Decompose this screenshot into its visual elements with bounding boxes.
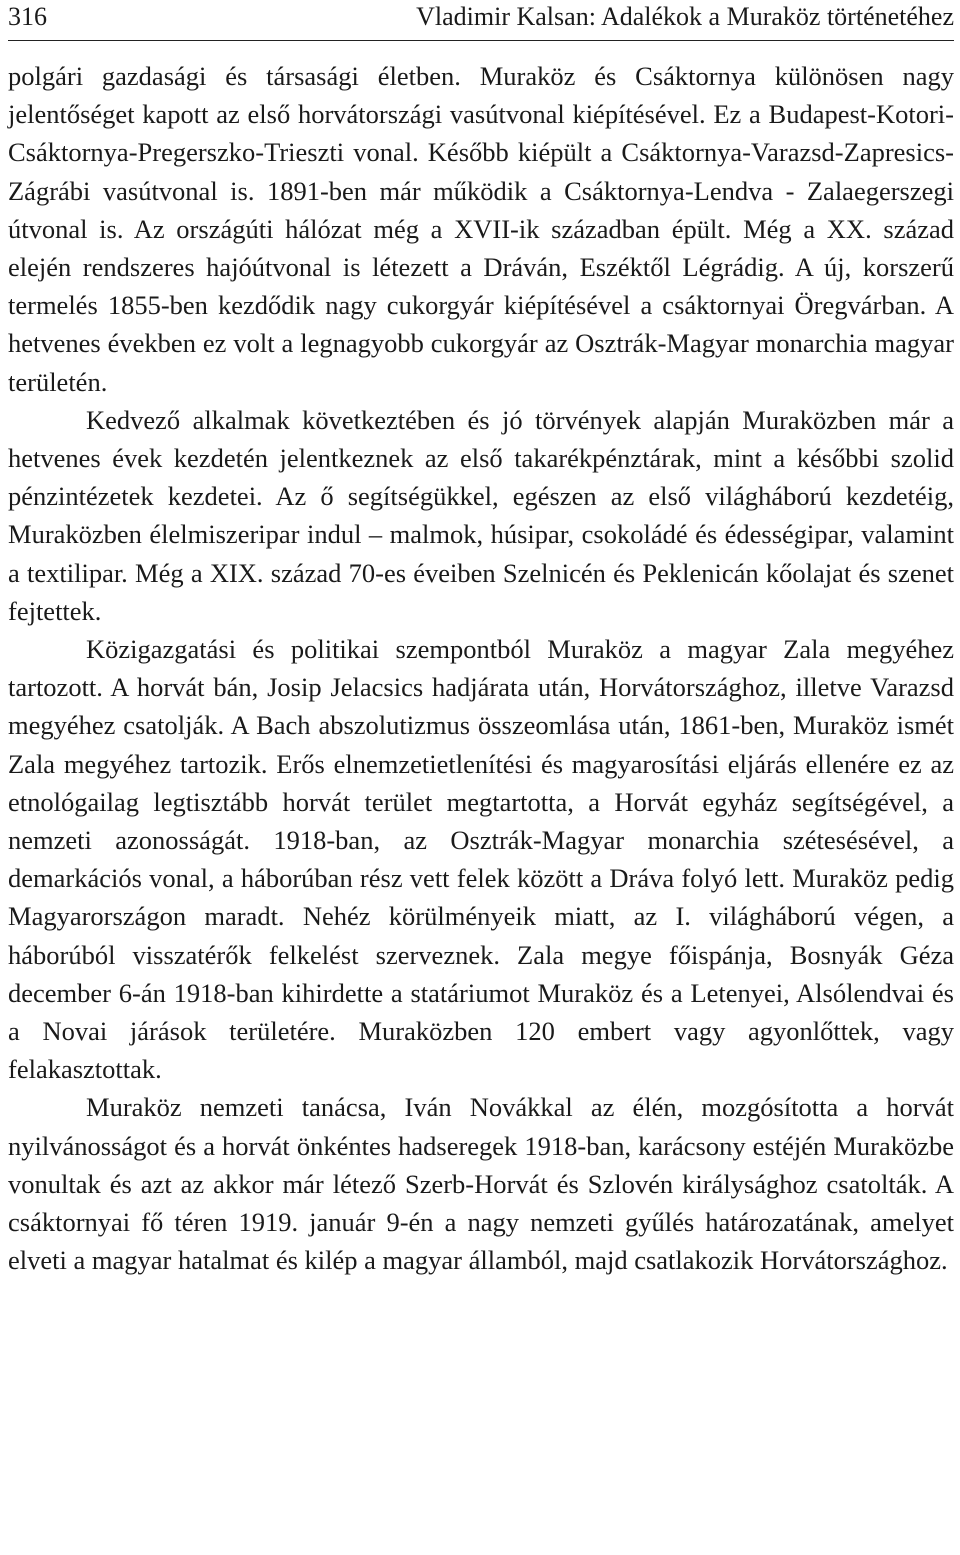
paragraph-3: Közigazgatási és politikai szempontból Muraköz a magyar Zala megyéhez tartozott. A horvát bán, Josip Jelacsics hadjárata után, Horvátországhoz, illetve Varazsd megyéhez csatolják. A Bach abszolutizmus összeomlása után, 1861-ben, Muraköz ismét Zala megyéhez tartozik. Erős elnemzetietlenítési és magyarosítási eljárás ellenére ez az etnológailag legtisztább horvát terület megtartotta, a Horvát egyház segítségével, a nemzeti azonosságát. 1918-ban, az Osztrák-Magyar monarchia szétesésével, a demarkációs vonal, a háborúban rész vett felek között a Dráva folyó lett. Muraköz pedig Magyarországon maradt. Nehéz körülményeik miatt, az I. világháború végen, a háborúból visszatérők felkelést szerveznek. Zala megye főispánja, Bosnyák Géza december 6-án 1918-ban kihirdette a statáriumot Muraköz és a Letenyei, Alsólendvai és a Novai járások területére. Muraközben 120 embert vagy agyonlőttek, vagy felakasztottak.	[8, 634, 954, 1085]
running-title: Vladimir Kalsan: Adalékok a Muraköz történetéhez	[416, 2, 954, 31]
paragraph-2: Kedvező alkalmak következtében és jó törvények alapján Muraközben már a hetvenes évek kezdetén jelentkeznek az első takarékpénztárak, mint a későbbi szolid pénzintézetek kezdetei. Az ő segítségükkel, egészen az első világháború kezdetéig, Muraközben élelmiszeripar indul – malmok, húsipar, csokoládé és édességipar, valamint a textilipar. Még a XIX. század 70-es éveiben Szelnicén és Peklenicán kőolajat és szenet fejtettek.	[8, 404, 954, 626]
document-page	[8, 0, 954, 1280]
page-header	[8, 0, 954, 41]
body-text	[8, 57, 954, 1280]
paragraph-4: Muraköz nemzeti tanácsa, Iván Novákkal az élén, mozgósította a horvát nyilvánosságot és a horvát önkéntes hadseregek 1918-ban, karácsony estéjén Muraközbe vonultak és azt az akkor már létező Szerb-Horvát és Szlovén királysághoz csatolták. A csáktornyai fő téren 1919. január 9-én a nagy nemzeti gyűlés határozatának, amelyet elveti a magyar hatalmat és kilép a magyar államból, majd csatlakozik Horvátországhoz.	[8, 1092, 954, 1276]
page-number: 316	[8, 2, 47, 31]
paragraph-1: polgári gazdasági és társasági életben. Muraköz és Csáktornya különösen nagy jelentőséget kapott az első horvátországi vasútvonal kiépítésével. Ez a Budapest-Kotori-Csáktornya-Pregerszko-Trieszti vonal. Később kiépült a Csáktornya-Varazsd-Zapresics-Zágrábi vasútvonal is. 1891-ben már működik a Csáktornya-Lendva - Zalaegerszegi útvonal is. Az országúti hálózat még a XVII-ik században épült. Még a XX. század elején rendszeres hajóútvonal is létezett a Dráván, Eszéktől Légrádig. A új, korszerű termelés 1855-ben kezdődik nagy cukorgyár kiépítésével a csáktornyai Öregvárban. A hetvenes években ez volt a legnagyobb cukorgyár az Osztrák-Magyar monarchia magyar területén.	[8, 61, 954, 397]
